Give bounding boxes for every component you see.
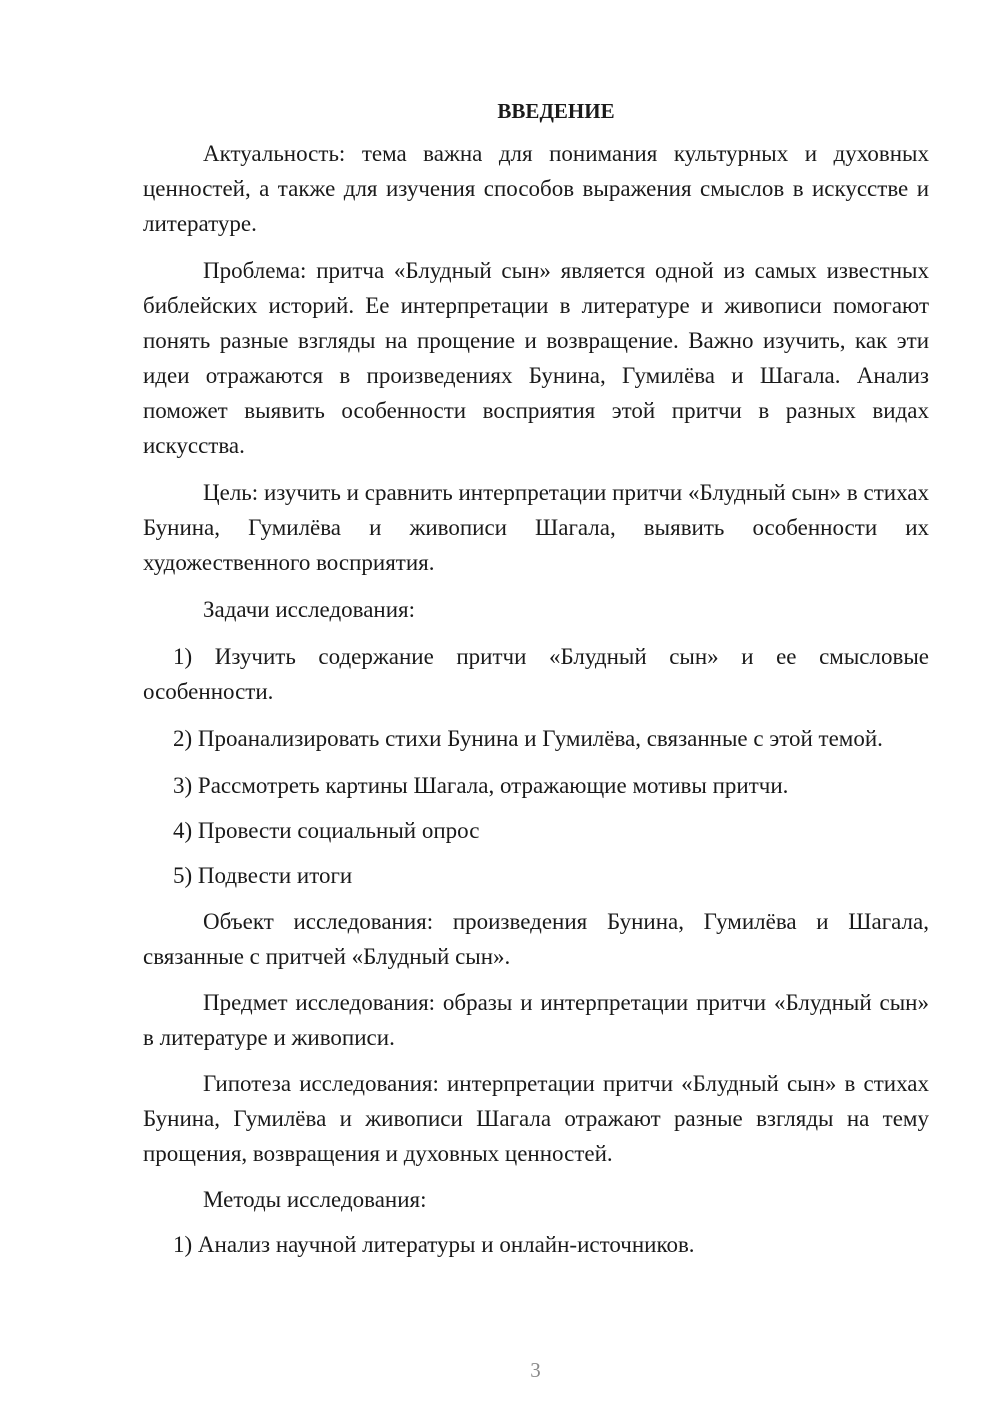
relevance-paragraph: Актуальность: тема важна для понимания культурных и духовных ценностей, а также для изучения способов выражения смыслов в искусстве и литературе. bbox=[143, 141, 929, 236]
subject-paragraph: Предмет исследования: образы и интерпретации притчи «Блудный сын» в литературе и живописи. bbox=[143, 990, 929, 1050]
page-title: ВВЕДЕНИЕ bbox=[497, 99, 615, 123]
hypothesis-paragraph: Гипотеза исследования: интерпретации притчи «Блудный сын» в стихах Бунина, Гумилёва и живописи Шагала отражают разные взгляды на тему прощения, возвращения и духовных ценностей. bbox=[143, 1071, 929, 1166]
tasks-heading: Задачи исследования: bbox=[203, 597, 416, 622]
task-item: 3) Рассмотреть картины Шагала, отражающие мотивы притчи. bbox=[173, 773, 789, 798]
object-paragraph: Объект исследования: произведения Бунина, Гумилёва и Шагала, связанные с притчей «Блудный сын». bbox=[143, 909, 929, 969]
task-item: 4) Провести социальный опрос bbox=[173, 818, 480, 843]
problem-paragraph: Проблема: притча «Блудный сын» является одной из самых известных библейских историй. Ее интерпретации в литературе и живописи помогают понять разные взгляды на прощение и возвращение. Важно изучить, как эти идеи отражаются в произведениях Бунина, Гумилёва и Шагала. Анализ поможет выявить особенности восприятия этой притчи в разных видах искусства. bbox=[143, 258, 929, 458]
task-item: 2) Проанализировать стихи Бунина и Гумилёва, связанные с этой темой. bbox=[173, 726, 883, 751]
page-content bbox=[143, 93, 929, 1262]
methods-heading: Методы исследования: bbox=[203, 1187, 427, 1212]
task-item: 5) Подвести итоги bbox=[173, 863, 353, 888]
task-item: 1) Изучить содержание притчи «Блудный сын» и ее смысловые особенности. bbox=[143, 644, 929, 704]
goal-paragraph: Цель: изучить и сравнить интерпретации притчи «Блудный сын» в стихах Бунина, Гумилёва и живописи Шагала, выявить особенности их художественного восприятия. bbox=[143, 480, 929, 575]
method-item: 1) Анализ научной литературы и онлайн-источников. bbox=[173, 1232, 695, 1257]
page-number: 3 bbox=[530, 1358, 541, 1382]
